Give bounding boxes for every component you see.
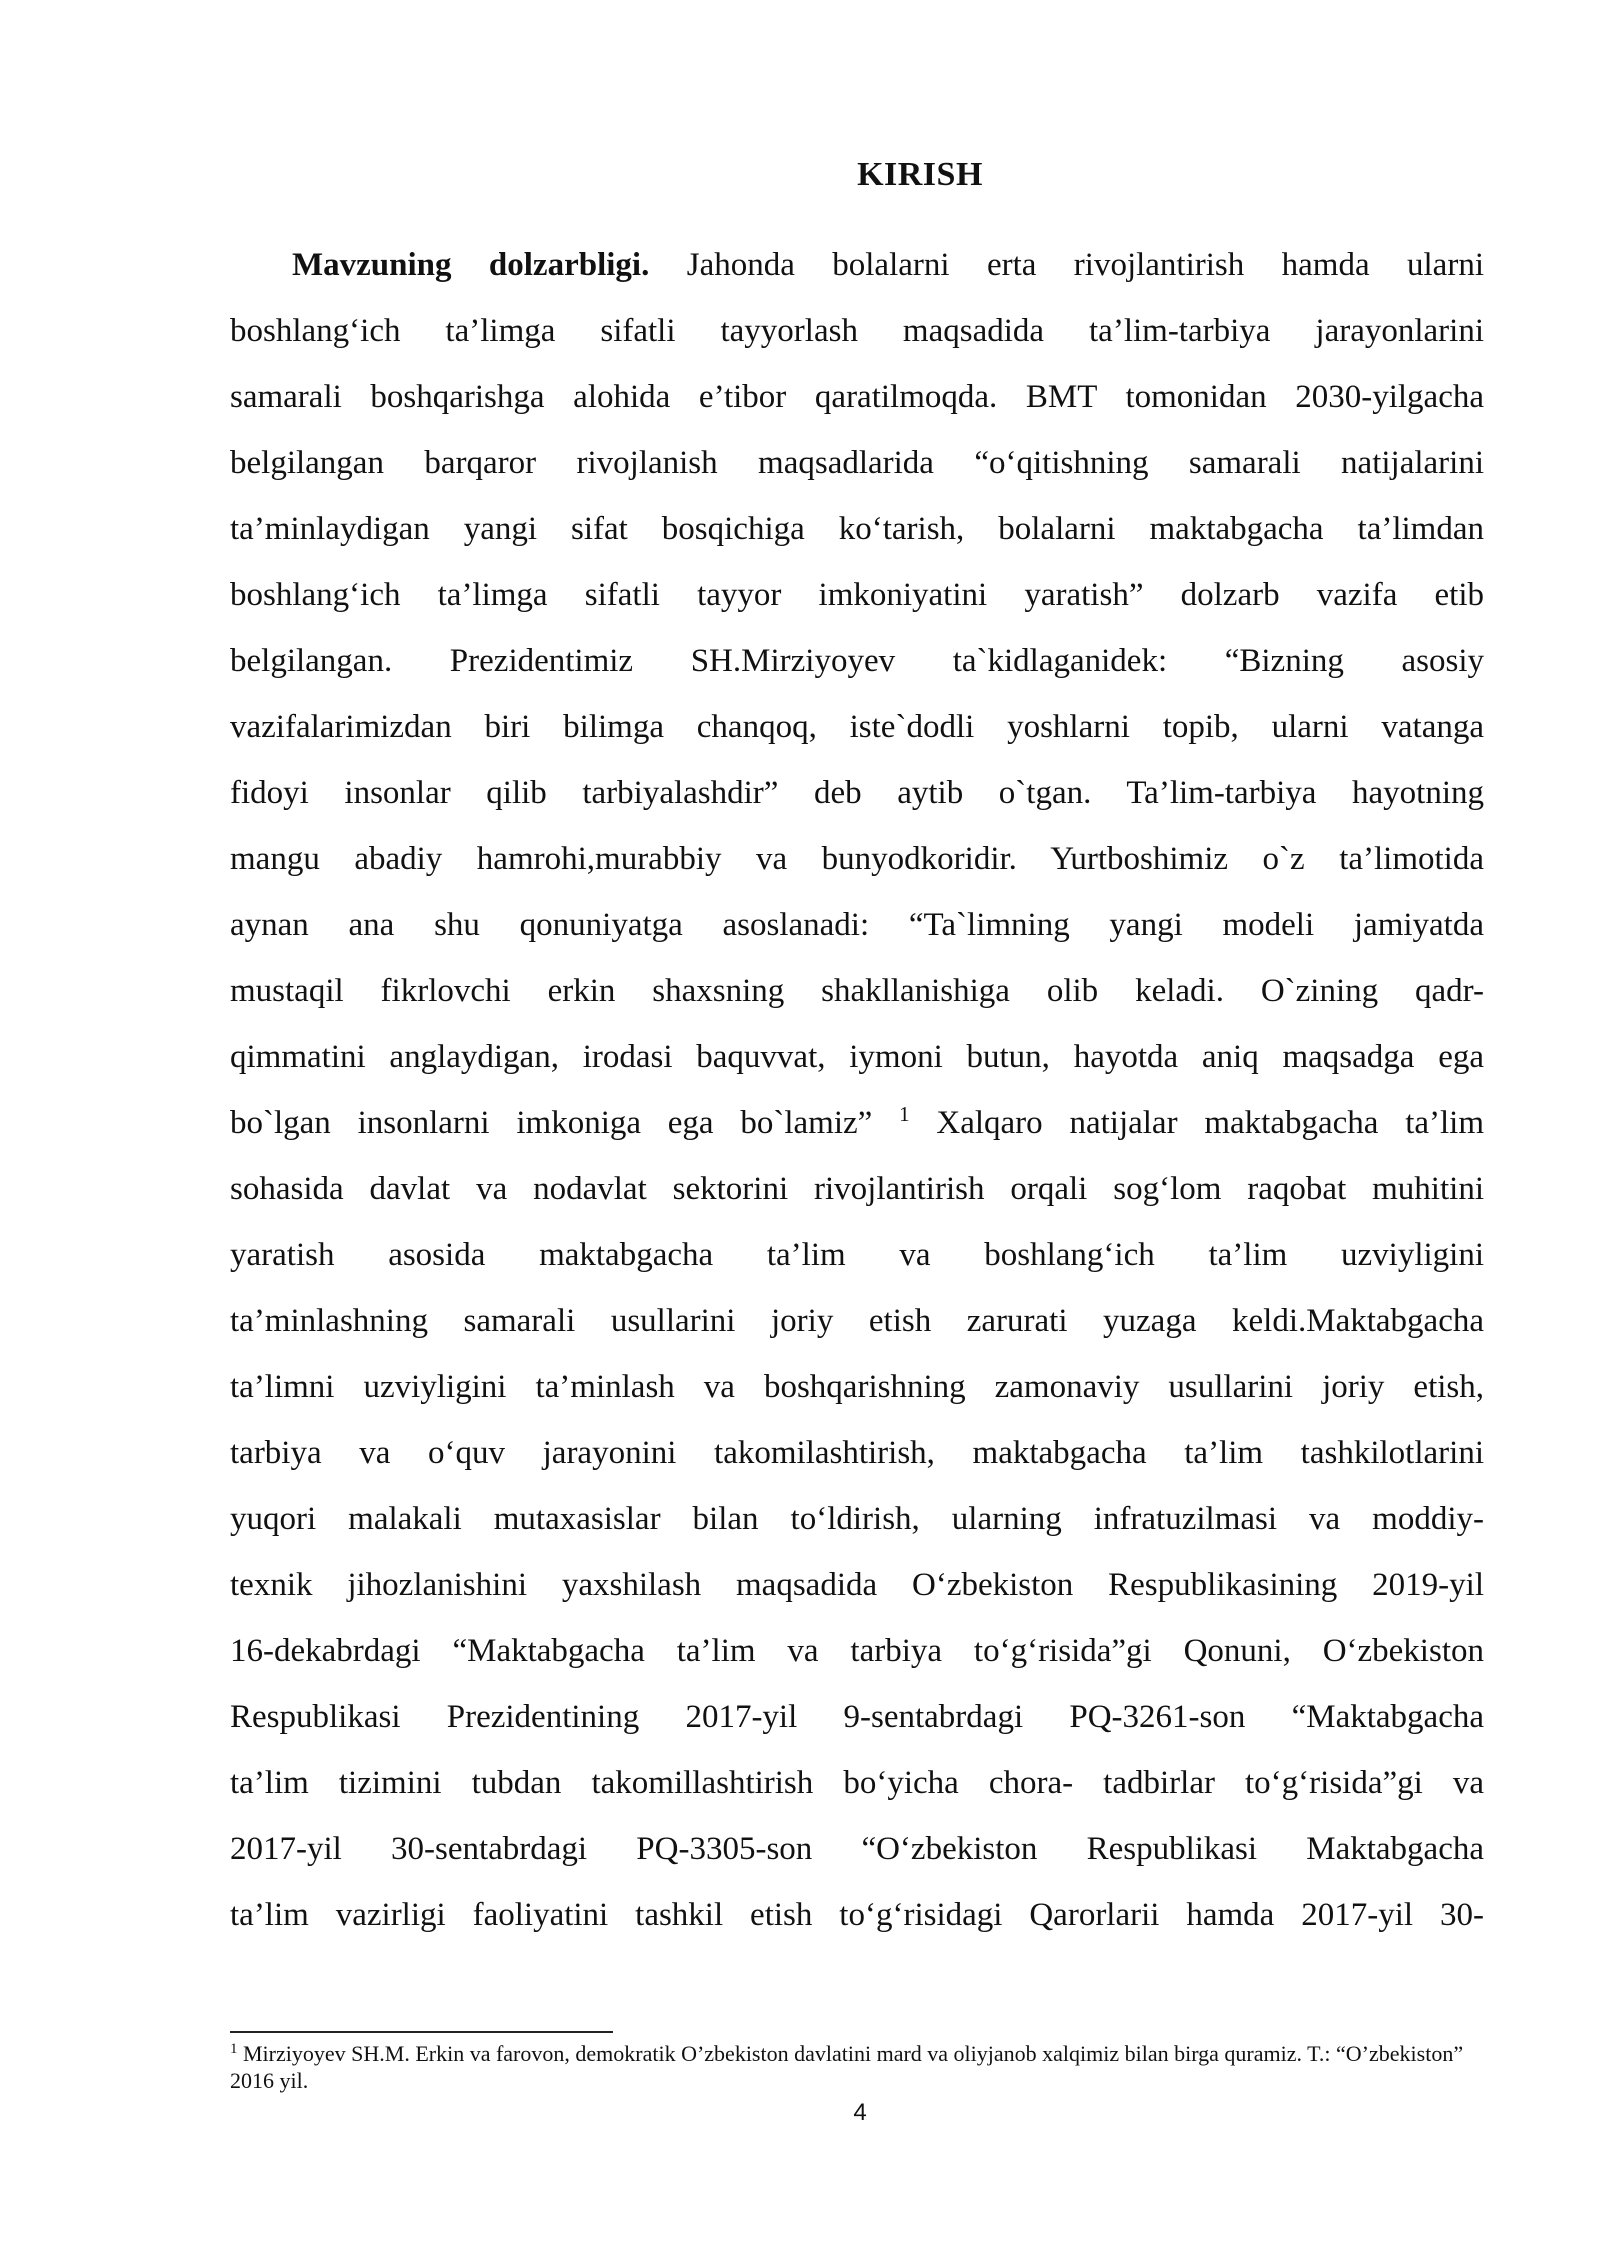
page-number: 4 <box>853 2099 867 2126</box>
paragraph-line: ta’minlashning samarali usullarini joriy etish zarurati yuzaga keldi.Maktabgacha <box>230 1303 1484 1339</box>
footnote-text: Mirziyoyev SH.M. Erkin va farovon, demokratik O’zbekiston davlatini mard va oliyjanob xalqimiz bilan birga quramiz. T.: “O’zbekiston” 2016 yil. <box>230 2041 1464 2093</box>
paragraph-line: fidoyi insonlar qilib tarbiyalashdir” deb aytib o`tgan. Ta’lim-tarbiya hayotning <box>230 775 1484 811</box>
paragraph-line: vazifalarimizdan biri bilimga chanqoq, iste`dodli yoshlarni topib, ularni vatanga <box>230 709 1484 745</box>
footnote <box>230 2040 1470 2094</box>
paragraph-line: ta’lim tizimini tubdan takomillashtirish bo‘yicha chora- tadbirlar to‘g‘risida”gi va <box>230 1765 1484 1801</box>
footnote-marker: 1 <box>230 2041 238 2057</box>
paragraph-line: ta’minlaydigan yangi sifat bosqichiga ko‘tarish, bolalarni maktabgacha ta’limdan <box>230 511 1484 547</box>
section-heading: KIRISH <box>857 156 983 193</box>
paragraph-line: tarbiya va o‘quv jarayonini takomilashtirish, maktabgacha ta’lim tashkilotlarini <box>230 1435 1484 1471</box>
paragraph-line: ta’limni uzviyligini ta’minlash va boshqarishning zamonaviy usullarini joriy etish, <box>230 1369 1484 1405</box>
paragraph-line: texnik jihozlanishini yaxshilash maqsadida O‘zbekiston Respublikasining 2019-yil <box>230 1567 1484 1603</box>
paragraph-line: boshlang‘ich ta’limga sifatli tayyorlash maqsadida ta’lim-tarbiya jarayonlarini <box>230 313 1484 349</box>
line-text: Jahonda bolalarni erta rivojlantirish hamda ularni <box>649 247 1484 283</box>
paragraph-line <box>230 232 1484 298</box>
paragraph-line: Respublikasi Prezidentining 2017-yil 9-sentabrdagi PQ-3261-son “Maktabgacha <box>230 1699 1484 1735</box>
paragraph-line: boshlang‘ich ta’limga sifatli tayyor imkoniyatini yaratish” dolzarb vazifa etib <box>230 577 1484 613</box>
paragraph-line: qimmatini anglaydigan, irodasi baquvvat, iymoni butun, hayotda aniq maqsadga ega <box>230 1039 1484 1075</box>
line-text: bo`lgan insonlarni imkoniga ega bo`lamiz” <box>230 1105 900 1141</box>
paragraph-line: yuqori malakali mutaxasislar bilan to‘ldirish, ularning infratuzilmasi va moddiy- <box>230 1501 1484 1537</box>
paragraph-line: 16-dekabrdagi “Maktabgacha ta’lim va tarbiya to‘g‘risida”gi Qonuni, O‘zbekiston <box>230 1633 1484 1669</box>
paragraph-line: sohasida davlat va nodavlat sektorini rivojlantirish orqali sog‘lom raqobat muhitini <box>230 1171 1484 1207</box>
line-text: Xalqaro natijalar maktabgacha ta’lim <box>936 1105 1485 1141</box>
paragraph-line: ta’lim vazirligi faoliyatini tashkil etish to‘g‘risidagi Qarorlarii hamda 2017-yil 30- <box>230 1897 1484 1933</box>
paragraph-line: yaratish asosida maktabgacha ta’lim va boshlang‘ich ta’lim uzviyligini <box>230 1237 1484 1273</box>
paragraph-line: belgilangan barqaror rivojlanish maqsadlarida “o‘qitishning samarali natijalarini <box>230 445 1484 481</box>
intro-label: Mavzuning dolzarbligi. <box>292 247 650 283</box>
footnote-reference[interactable]: 1 <box>899 1102 910 1126</box>
body-paragraph <box>230 232 1484 1948</box>
footnote-divider <box>230 2031 613 2033</box>
paragraph-line: aynan ana shu qonuniyatga asoslanadi: “Ta`limning yangi modeli jamiyatda <box>230 907 1484 943</box>
paragraph-line <box>230 1090 1484 1156</box>
paragraph-line: 2017-yil 30-sentabrdagi PQ-3305-son “O‘zbekiston Respublikasi Maktabgacha <box>230 1831 1484 1867</box>
paragraph-line: samarali boshqarishga alohida e’tibor qaratilmoqda. BMT tomonidan 2030-yilgacha <box>230 379 1484 415</box>
paragraph-line: belgilangan. Prezidentimiz SH.Mirziyoyev ta`kidlaganidek: “Bizning asosiy <box>230 643 1484 679</box>
paragraph-line: mustaqil fikrlovchi erkin shaxsning shakllanishiga olib keladi. O`zining qadr- <box>230 973 1484 1009</box>
paragraph-line: mangu abadiy hamrohi,murabbiy va bunyodkoridir. Yurtboshimiz o`z ta’limotida <box>230 841 1484 877</box>
